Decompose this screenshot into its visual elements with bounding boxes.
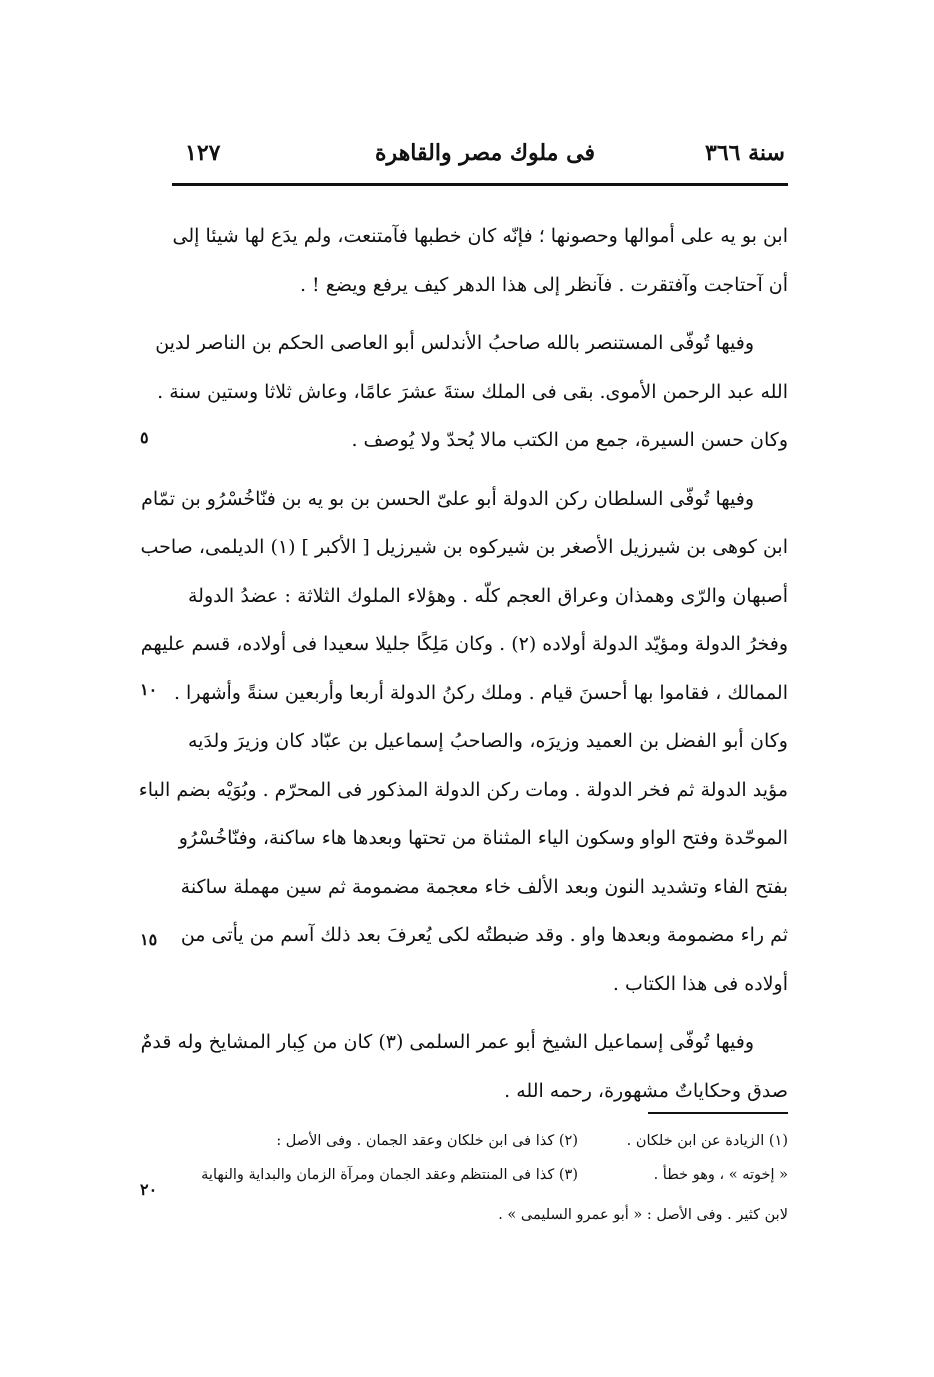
line-number-10: ١٠ bbox=[140, 680, 158, 699]
paragraph-2 bbox=[155, 319, 788, 465]
text-line: الموحّدة وفتح الواو وسكون الياء المثناة من تحتها وبعدها هاء ساكنة، وفنّاخُسْرُو bbox=[178, 827, 788, 849]
paragraph-4 bbox=[140, 1018, 788, 1115]
text-line: ابن كوهى بن شيرزيل الأصغر بن شيركوه بن شيرزيل [ الأكبر ] (١) الديلمى، صاحب bbox=[140, 536, 788, 558]
text-line: وفيها تُوفّى السلطان ركن الدولة أبو علىّ الحسن بن بو يه بن فنّاخُسْرُو بن تمّام bbox=[141, 487, 754, 510]
text-line: مؤيد الدولة ثم فخر الدولة . ومات ركن الدولة المذكور فى المحرّم . وبُوَيْه بضم الباء bbox=[138, 778, 788, 801]
text-line: أولاده فى هذا الكتاب . bbox=[612, 972, 788, 995]
footnote-3-continued: لابن كثير . وفى الأصل : « أبو عمرو السليمى » . bbox=[498, 1207, 788, 1223]
line-number-5: ٥ bbox=[140, 428, 149, 447]
line-number-20: ٢٠ bbox=[140, 1180, 158, 1199]
text-line: ثم راء مضمومة وبعدها واو . وقد ضبطتُه لكى يُعرفَ بعد ذلك آسم من يأتى من bbox=[180, 924, 788, 946]
text-line: وكان أبو الفضل بن العميد وزيرَه، والصاحبُ إسماعيل بن عبّاد كان وزيرَ ولدَيه bbox=[188, 730, 788, 752]
page-number: ١٢٧ bbox=[185, 140, 221, 166]
text-line: وفيها تُوفّى إسماعيل الشيخ أبو عمر السلمى (٣) كان من كِبار المشايخ وله قدمٌ bbox=[140, 1031, 754, 1053]
footnotes-row-1 bbox=[188, 1126, 788, 1156]
running-header bbox=[185, 140, 785, 180]
line-number-15: ١٥ bbox=[140, 930, 158, 949]
text-line: الممالك ، فقاموا بها أحسنَ قيام . وملك ركنُ الدولة أربعا وأربعين سنةً وأشهرا . bbox=[173, 681, 788, 704]
text-line: وفيها تُوفّى المستنصر بالله صاحبُ الأندلس أبو العاصى الحكم بن الناصر لدين bbox=[155, 332, 754, 354]
text-line: وفخرُ الدولة ومؤيّد الدولة أولاده (٢) . وكان مَلِكًا جليلا سعيدا فى أولاده، قسم عليهم bbox=[140, 633, 788, 655]
text-line: صدق وحكاياتٌ مشهورة، رحمه الله . bbox=[504, 1079, 788, 1102]
footnote-1: (١) الزيادة عن ابن خلكان . bbox=[626, 1133, 788, 1149]
paragraph-1 bbox=[172, 212, 788, 309]
header-rule bbox=[172, 183, 788, 186]
text-line: الله عبد الرحمن الأموى. بقى فى الملك ستةَ عشرَ عامًا، وعاش ثلاثا وستين سنة . bbox=[157, 380, 788, 403]
footnotes-row-2 bbox=[188, 1160, 788, 1190]
footnote-rule bbox=[648, 1112, 788, 1114]
footnote-2-continued: « إخوته » ، وهو خطأ . bbox=[653, 1167, 788, 1183]
text-line: ابن بو يه على أموالها وحصونها ؛ فإنّه كان خطبها فآمتنعت، ولم يدَع لها شيئا إلى bbox=[172, 225, 788, 247]
footnote-2: (٢) كذا فى ابن خلكان وعقد الجمان . وفى الأصل : bbox=[276, 1133, 578, 1149]
footnotes-row-3 bbox=[188, 1200, 788, 1230]
header-year: سنة ٣٦٦ bbox=[705, 140, 785, 166]
text-line: أصبهان والرّى وهمذان وعراق العجم كلّه . وهؤلاء الملوك الثلاثة : عضدُ الدولة bbox=[188, 584, 788, 607]
footnote-3: (٣) كذا فى المنتظم وعقد الجمان ومرآة الزمان والبداية والنهاية bbox=[201, 1167, 578, 1183]
text-line: وكان حسن السيرة، جمع من الكتب مالا يُحدّ ولا يُوصف . bbox=[351, 429, 788, 451]
text-line: بفتح الفاء وتشديد النون وبعد الألف خاء معجمة مضمومة ثم سين مهملة ساكنة bbox=[180, 875, 788, 898]
header-title: فى ملوك مصر والقاهرة bbox=[375, 140, 595, 166]
text-line: أن آحتاجت وآفتقرت . فآنظر إلى هذا الدهر كيف يرفع ويضع ! . bbox=[299, 273, 788, 296]
